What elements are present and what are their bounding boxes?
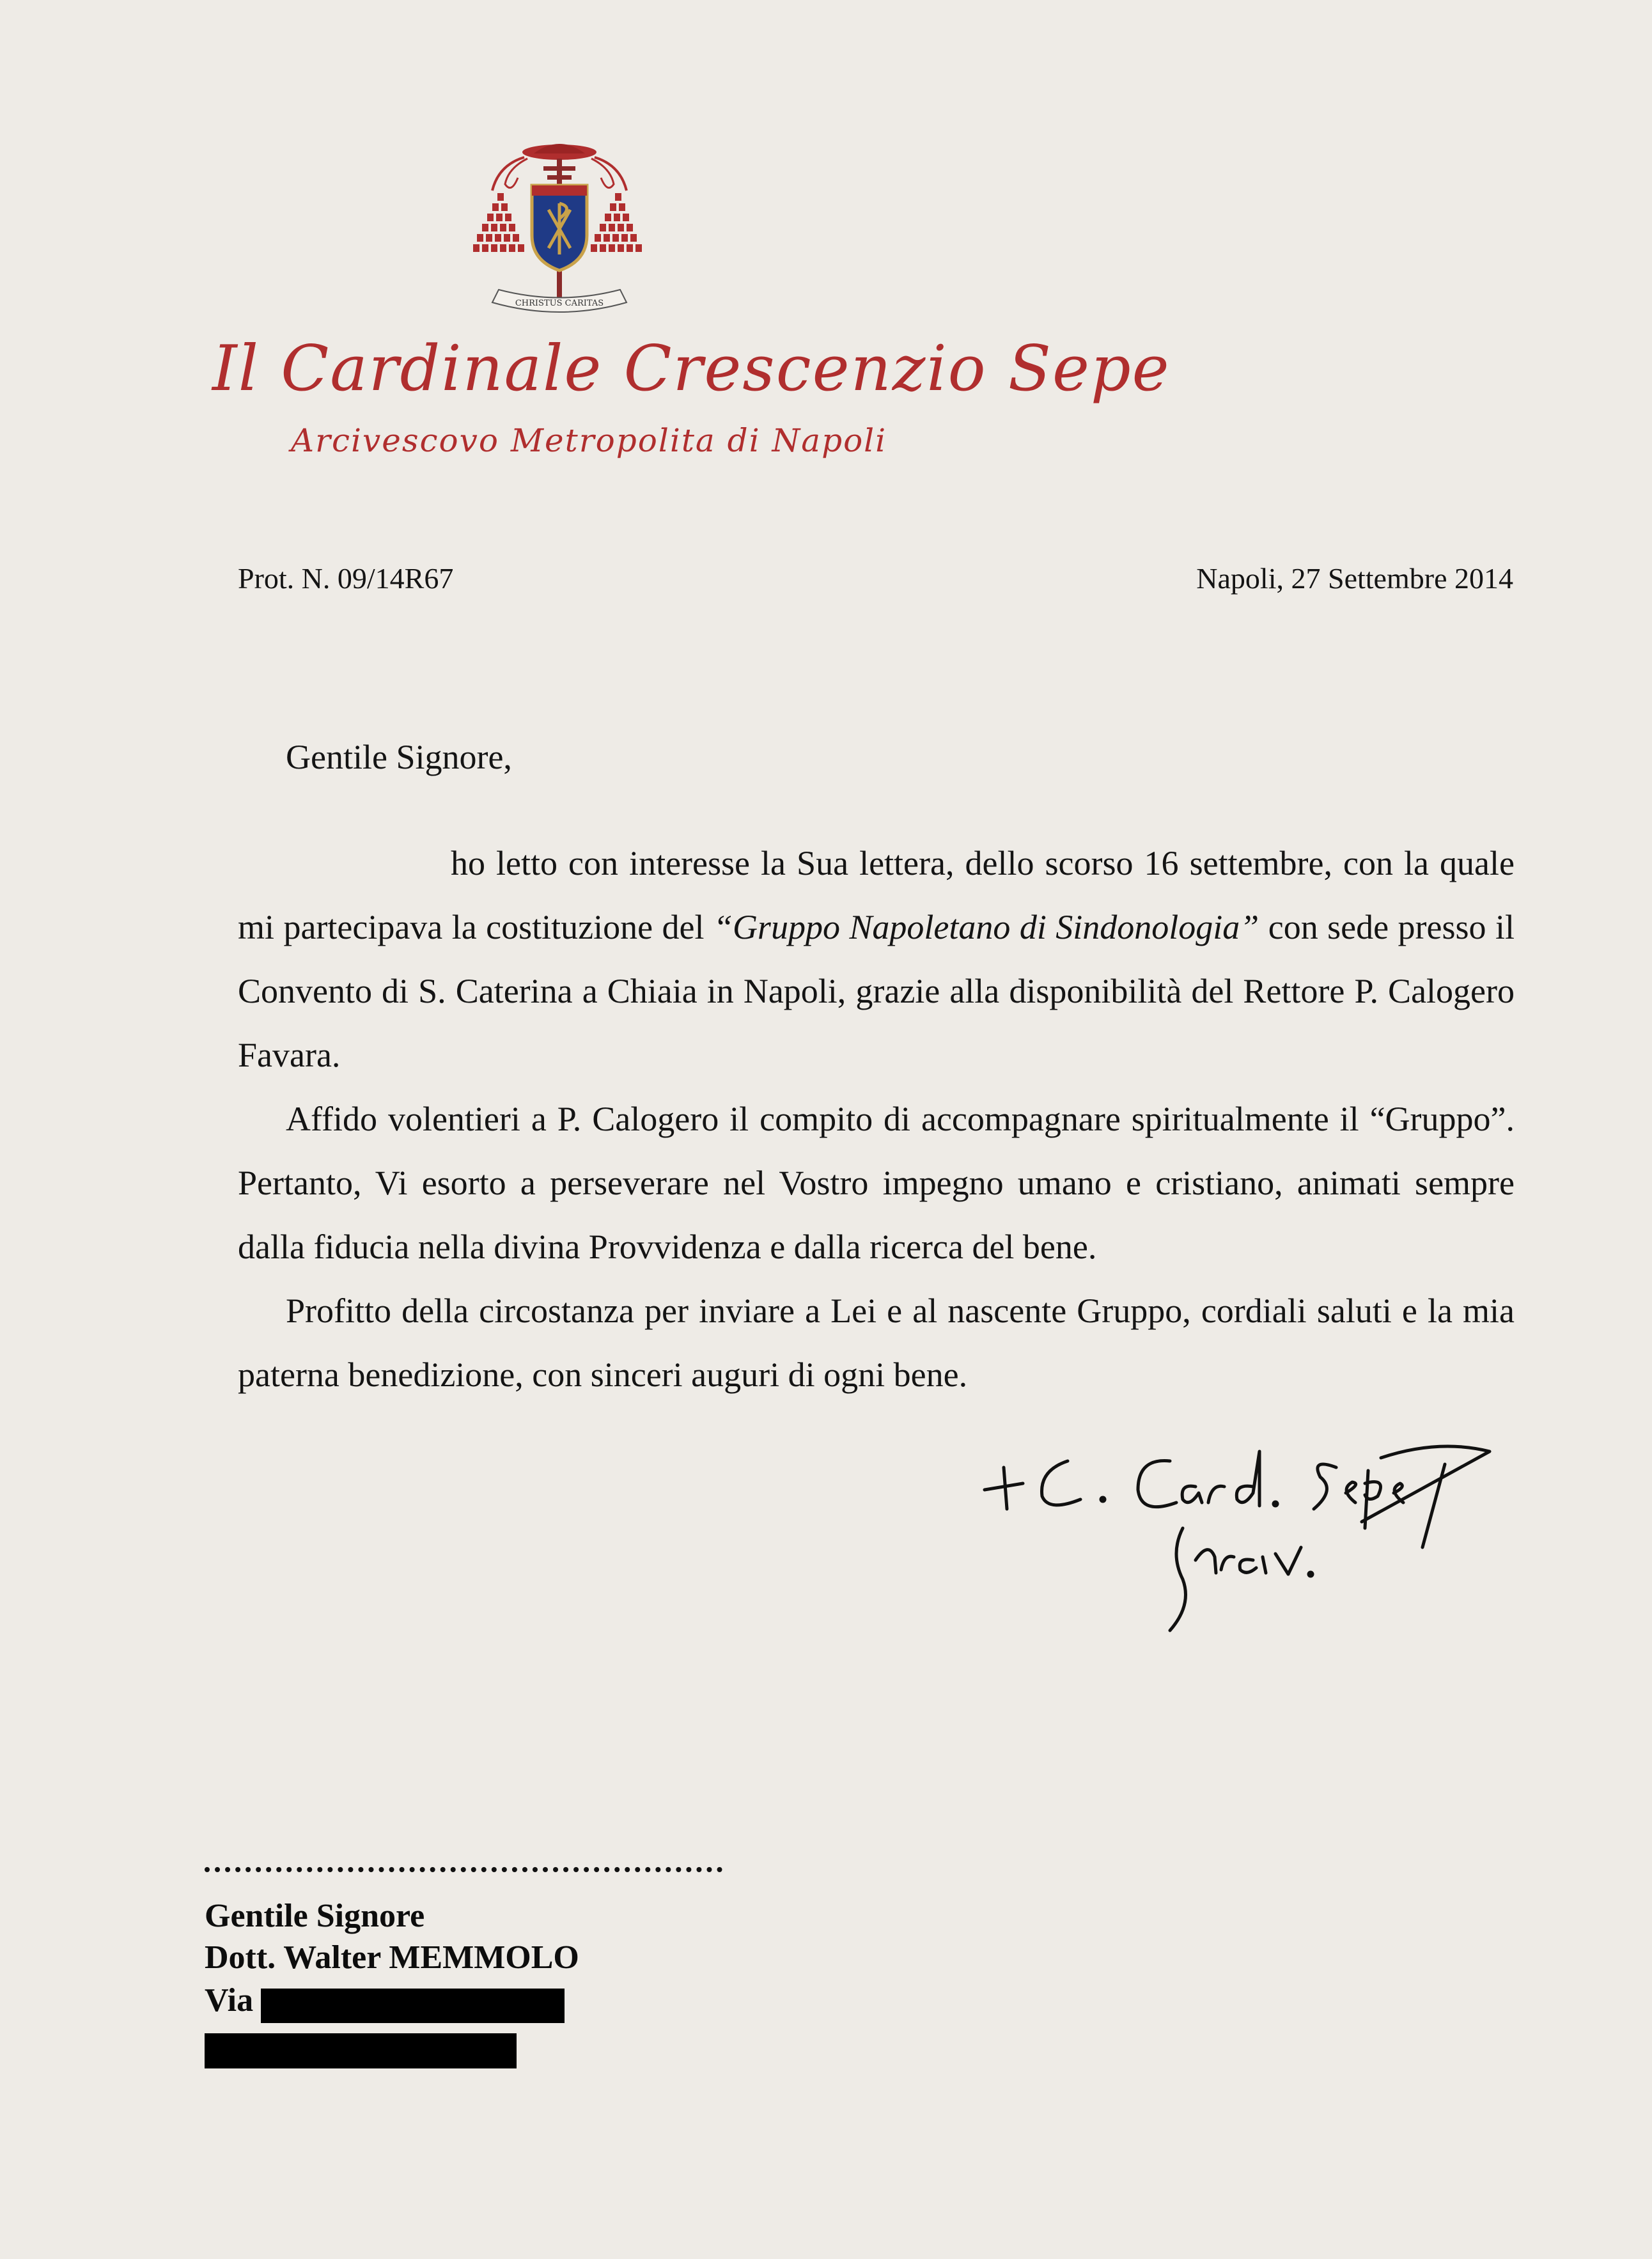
paragraph-1-end: con sede presso il Convento di S. Caterina a Chiaia in Napoli, grazie alla disponibilità del Rettore P. Calogero Favara. — [238, 908, 1515, 1074]
handwritten-signature — [978, 1432, 1509, 1637]
letterhead-title: Il Cardinale Crescenzio Sepe — [212, 332, 1171, 405]
letter-body — [238, 831, 1515, 1407]
letter-date: Napoli, 27 Settembre 2014 — [1196, 562, 1513, 595]
coat-of-arms-icon — [473, 139, 646, 331]
paragraph-2: Affido volentieri a P. Calogero il compito di accompagnare spiritualmente il “Gruppo”. Pertanto, Vi esorto a perseverare nel Vostro impegno umano e cristiano, animati sempre dalla fiducia nella divina Provvidenza e dalla ricerca del bene. — [238, 1100, 1515, 1266]
protocol-number: Prot. N. 09/14R67 — [238, 562, 454, 595]
group-name: “Gruppo Napoletano di Sindonologia” — [713, 908, 1259, 946]
paragraph-1-start: ho letto con interesse la Sua lettera, dello scorso 16 settembre, con la quale mi partecipava la costituzione del — [238, 844, 1515, 946]
redaction-bar-city — [205, 2033, 517, 2068]
motto-ribbon-text: CHRISTUS CARITAS — [515, 299, 604, 308]
paragraph-1 — [238, 831, 1515, 1087]
recipient-street-label: Via — [205, 1982, 254, 2019]
recipient-name: Dott. Walter MEMMOLO — [205, 1939, 579, 1976]
recipient-salutation: Gentile Signore — [205, 1898, 425, 1934]
letterhead-subtitle: Arcivescovo Metropolita di Napoli — [291, 422, 887, 459]
address-separator — [205, 1867, 722, 1872]
redaction-bar-street — [261, 1989, 565, 2023]
salutation: Gentile Signore, — [286, 738, 512, 776]
paragraph-3: Profitto della circostanza per inviare a Lei e al nascente Gruppo, cordiali saluti e la mia paterna benedizione, con sinceri auguri di ogni bene. — [238, 1292, 1515, 1394]
